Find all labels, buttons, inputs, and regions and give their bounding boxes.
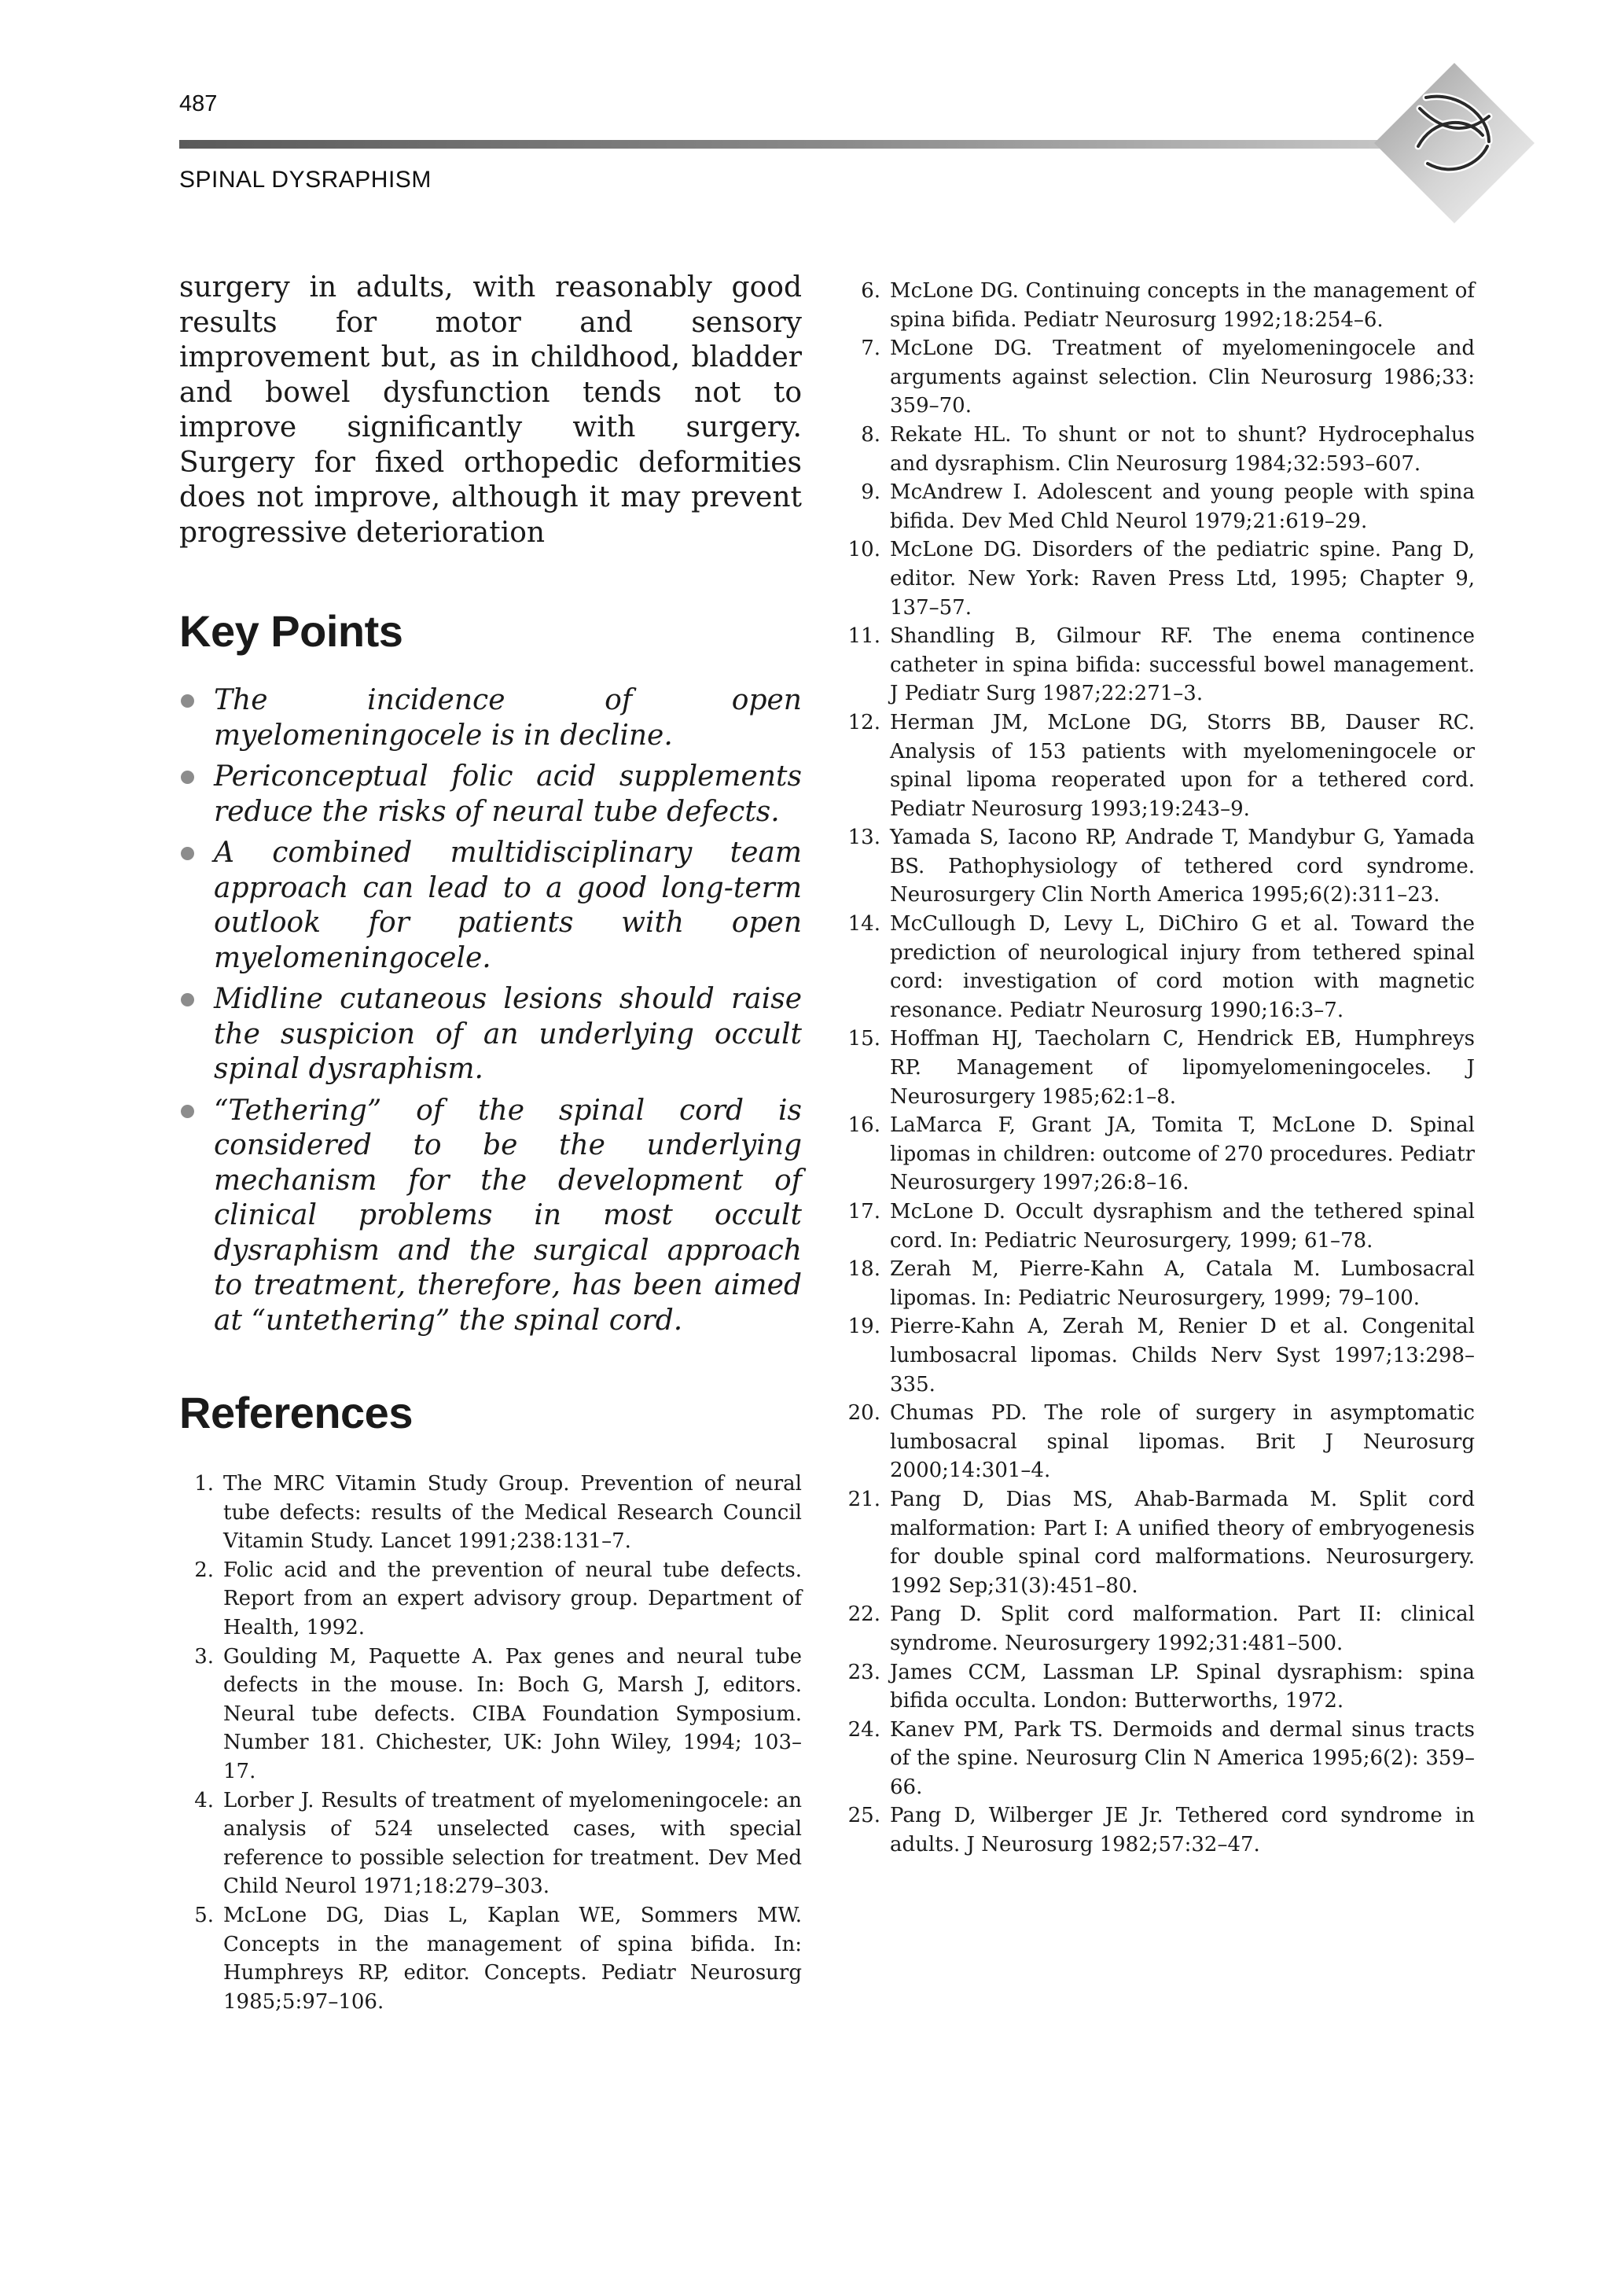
- reference-text: Chumas PD. The role of surgery in asymptomatic lumbosacral spinal lipomas. Brit J Neurosurg 2000;14:301–4.: [890, 1401, 1475, 1483]
- key-point-item: [179, 760, 802, 830]
- reference-text: McLone DG. Disorders of the pediatric spine. Pang D, editor. New York: Raven Press Ltd, 1995; Chapter 9, 137–57.: [890, 538, 1475, 620]
- reference-number: 15.: [847, 1027, 880, 1051]
- key-points-list: [179, 683, 802, 1338]
- reference-text: Goulding M, Paquette A. Pax genes and neural tube defects in the mouse. In: Boch G, Marsh J, editors. Neural tube defects. CIBA Foundation Symposium. Number 181. Chichester, UK: John Wiley, 1994; 103–17.: [223, 1644, 802, 1783]
- reference-item: [846, 1485, 1475, 1600]
- reference-item: [846, 1399, 1475, 1485]
- intro-paragraph: surgery in adults, with reasonably good results for motor and sensory improvement but, as in childhood, bladder and bowel dysfunction tends not to improve significantly with surgery. Surgery for fixed orthopedic deformities does not improve, although it may prevent progressive deterioration: [179, 271, 802, 549]
- reference-item: [179, 1901, 802, 2016]
- reference-item: [846, 622, 1475, 708]
- references-heading: References: [179, 1388, 413, 1437]
- reference-number: 10.: [847, 538, 880, 562]
- key-point-item: [179, 836, 802, 976]
- reference-text: McLone DG. Treatment of myelomeningocele and arguments against selection. Clin Neurosurg 1986;33: 359–70.: [890, 337, 1475, 418]
- reference-number: 6.: [861, 279, 880, 303]
- key-point-text: The incidence of open myelomeningocele is in decline.: [214, 684, 802, 752]
- reference-number: 18.: [847, 1257, 880, 1282]
- reference-number: 25.: [847, 1804, 880, 1828]
- reference-item: [846, 708, 1475, 823]
- reference-item: [846, 1111, 1475, 1198]
- reference-text: Hoffman HJ, Taecholarn C, Hendrick EB, Humphreys RP. Management of lipomyelomeningoceles. J Neurosurgery 1985;62:1–8.: [890, 1027, 1475, 1109]
- reference-item: [846, 1801, 1475, 1859]
- reference-item: [846, 910, 1475, 1025]
- reference-text: Pang D. Split cord malformation. Part II: clinical syndrome. Neurosurgery 1992;31:481–500.: [890, 1602, 1475, 1655]
- reference-text: The MRC Vitamin Study Group. Prevention of neural tube defects: results of the Medical Research Council Vitamin Study. Lancet 1991;238:131–7.: [223, 1472, 802, 1554]
- reference-number: 8.: [861, 422, 880, 447]
- right-column: [846, 277, 1475, 1860]
- reference-text: Kanev PM, Park TS. Dermoids and dermal sinus tracts of the spine. Neurosurg Clin N America 1995;6(2): 359–66.: [890, 1717, 1475, 1799]
- reference-number: 2.: [194, 1558, 214, 1582]
- reference-text: Herman JM, McLone DG, Storrs BB, Dauser RC. Analysis of 153 patients with myelomeningocele or spinal lipoma reoperated upon for a tethered cord. Pediatr Neurosurg 1993;19:243–9.: [890, 710, 1475, 821]
- reference-number: 5.: [194, 1903, 214, 1927]
- reference-item: [846, 334, 1475, 421]
- reference-text: Lorber J. Results of treatment of myelomeningocele: an analysis of 524 unselected cases, with special reference to possible selection for treatment. Dev Med Child Neurol 1971;18:279–303.: [223, 1788, 802, 1899]
- reference-text: McLone DG, Dias L, Kaplan WE, Sommers MW. Concepts in the management of spina bifida. In: Humphreys RP, editor. Concepts. Pediatr Neurosurg 1985;5:97–106.: [223, 1903, 802, 2014]
- reference-text: LaMarca F, Grant JA, Tomita T, McLone D. Spinal lipomas in children: outcome of 270 procedures. Pediatr Neurosurgery 1997;26:8–16.: [890, 1113, 1475, 1195]
- reference-item: [179, 1556, 802, 1643]
- reference-number: 22.: [847, 1602, 880, 1627]
- reference-text: McLone DG. Continuing concepts in the management of spina bifida. Pediatr Neurosurg 1992;18:254–6.: [890, 279, 1475, 332]
- reference-number: 23.: [847, 1660, 880, 1684]
- reference-list-right: [846, 277, 1475, 1860]
- reference-number: 21.: [847, 1487, 880, 1511]
- key-point-item: [179, 982, 802, 1087]
- reference-item: [846, 478, 1475, 535]
- reference-number: 7.: [861, 337, 880, 361]
- bullet-icon: [181, 993, 194, 1006]
- reference-text: Folic acid and the prevention of neural tube defects. Report from an expert advisory group. Department of Health, 1992.: [223, 1558, 802, 1639]
- key-point-text: A combined multidisciplinary team approach can lead to a good long-term outlook for patients with open myelomeningocele.: [214, 837, 802, 974]
- reference-text: Pierre-Kahn A, Zerah M, Renier D et al. Congenital lumbosacral lipomas. Childs Nerv Syst 1997;13:298–335.: [890, 1315, 1475, 1396]
- reference-text: McCullough D, Levy L, DiChiro G et al. Toward the prediction of neurological injury from tethered spinal cord: investigation of cord motion with magnetic resonance. Pediatr Neurosurg 1990;16:3–7.: [890, 912, 1475, 1022]
- reference-number: 17.: [847, 1200, 880, 1223]
- bullet-icon: [181, 1105, 194, 1118]
- reference-number: 19.: [847, 1315, 880, 1339]
- reference-list-left: [179, 1470, 802, 2016]
- reference-number: 1.: [194, 1472, 214, 1496]
- reference-number: 12.: [847, 710, 880, 734]
- running-head: SPINAL DYSRAPHISM: [179, 167, 432, 193]
- left-column: [179, 270, 802, 2016]
- reference-number: 24.: [847, 1717, 880, 1742]
- reference-item: [846, 535, 1475, 622]
- reference-item: [846, 1716, 1475, 1802]
- key-points-heading: Key Points: [179, 606, 403, 656]
- reference-text: McAndrew I. Adolescent and young people with spina bifida. Dev Med Chld Neurol 1979;21:619–29.: [890, 480, 1475, 533]
- reference-text: James CCM, Lassman LP. Spinal dysraphism: spina bifida occulta. London: Butterworths, 1972.: [890, 1660, 1475, 1713]
- key-point-item: [179, 683, 802, 753]
- reference-number: 20.: [847, 1401, 880, 1426]
- header-rule: [179, 140, 1382, 149]
- reference-item: [846, 1658, 1475, 1716]
- page-number: 487: [179, 91, 218, 116]
- reference-number: 13.: [847, 826, 880, 850]
- reference-number: 4.: [194, 1788, 214, 1812]
- reference-number: 11.: [847, 624, 880, 649]
- reference-text: Pang D, Dias MS, Ahab-Barmada M. Split cord malformation: Part I: A unified theory of embryogenesis for double spinal cord malformations. Neurosurgery. 1992 Sep;31(3):451–80.: [890, 1487, 1475, 1598]
- key-point-text: “Tethering” of the spinal cord is considered to be the underlying mechanism for the development of clinical problems in most occult dysraphism and the surgical approach to treatment, therefore, has been aimed at “untethering” the spinal cord.: [214, 1094, 802, 1337]
- reference-item: [846, 1025, 1475, 1111]
- reference-text: Zerah M, Pierre-Kahn A, Catala M. Lumbosacral lipomas. In: Pediatric Neurosurgery, 1999; 79–100.: [890, 1257, 1475, 1310]
- reference-number: 14.: [847, 912, 880, 936]
- reference-item: [846, 277, 1475, 334]
- key-point-item: [179, 1094, 802, 1339]
- bullet-icon: [181, 694, 194, 708]
- reference-item: [179, 1470, 802, 1556]
- reference-item: [846, 1255, 1475, 1312]
- key-point-text: Midline cutaneous lesions should raise the suspicion of an underlying occult spinal dysraphism.: [214, 983, 802, 1085]
- bullet-icon: [181, 847, 194, 860]
- reference-item: [846, 1312, 1475, 1399]
- reference-number: 16.: [847, 1113, 880, 1138]
- bullet-icon: [181, 771, 194, 784]
- reference-text: Rekate HL. To shunt or not to shunt? Hydrocephalus and dysraphism. Clin Neurosurg 1984;32:593–607.: [890, 422, 1475, 476]
- reference-text: Pang D, Wilberger JE Jr. Tethered cord syndrome in adults. J Neurosurg 1982;57:32–47.: [890, 1804, 1475, 1857]
- reference-number: 9.: [861, 480, 880, 505]
- publisher-logo-icon: [1371, 60, 1538, 226]
- reference-item: [846, 421, 1475, 478]
- reference-item: [846, 823, 1475, 910]
- reference-item: [846, 1600, 1475, 1658]
- reference-item: [179, 1786, 802, 1901]
- reference-number: 3.: [194, 1644, 214, 1669]
- reference-text: McLone D. Occult dysraphism and the tethered spinal cord. In: Pediatric Neurosurgery, 1999; 61–78.: [890, 1200, 1475, 1253]
- reference-item: [846, 1198, 1475, 1255]
- reference-text: Yamada S, Iacono RP, Andrade T, Mandybur G, Yamada BS. Pathophysiology of tethered cord syndrome. Neurosurgery Clin North America 1995;6(2):311–23.: [890, 826, 1475, 907]
- reference-text: Shandling B, Gilmour RF. The enema continence catheter in spina bifida: successful bowel management. J Pediatr Surg 1987;22:271–3.: [890, 624, 1475, 706]
- reference-item: [179, 1643, 802, 1786]
- key-point-text: Periconceptual folic acid supplements reduce the risks of neural tube defects.: [214, 760, 802, 828]
